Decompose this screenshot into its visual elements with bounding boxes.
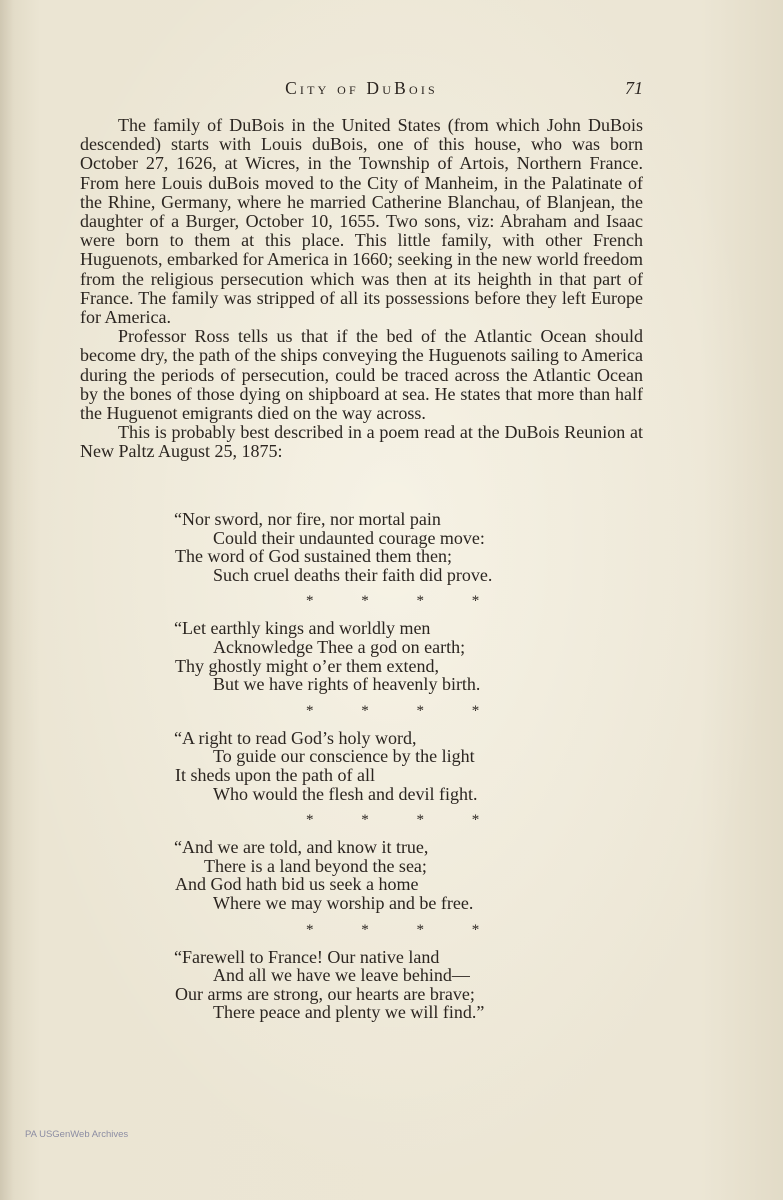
- poem-line: Our arms are strong, our hearts are brave;: [175, 983, 475, 1004]
- poem: [175, 510, 555, 1022]
- poem-line: There is a land beyond the sea;: [204, 855, 427, 876]
- poem-line: “Farewell to France! Our native land: [174, 946, 440, 967]
- poem-line: There peace and plenty we will find.”: [213, 1002, 485, 1023]
- page-number: 71: [625, 78, 643, 98]
- poem-stanza: [175, 619, 555, 693]
- paragraph-poem-intro: This is probably best described in a poem read at the DuBois Reunion at New Paltz August 25, 1875:: [80, 422, 643, 462]
- poem-line: Could their undaunted courage move:: [213, 527, 485, 548]
- running-title: City of DuBois: [285, 78, 438, 98]
- poem-line: To guide our conscience by the light: [213, 746, 475, 767]
- poem-line: Acknowledge Thee a god on earth;: [213, 636, 466, 657]
- poem-line: And all we have we leave behind—: [213, 965, 470, 986]
- poem-line: “And we are told, and know it true,: [174, 837, 429, 858]
- poem-line: “Nor sword, nor fire, nor mortal pain: [174, 509, 441, 529]
- stanza-separator: * * * *: [306, 812, 502, 829]
- poem-stanza: [175, 510, 555, 584]
- poem-stanza: [175, 838, 555, 912]
- poem-line: The word of God sustained them then;: [175, 546, 452, 567]
- poem-line: And God hath bid us seek a home: [175, 874, 419, 895]
- poem-stanza: [175, 729, 555, 803]
- poem-line: Thy ghostly might o’er them extend,: [175, 655, 439, 676]
- stanza-separator: * * * *: [306, 921, 502, 938]
- poem-line: “Let earthly kings and worldly men: [174, 618, 431, 639]
- poem-line: But we have rights of heavenly birth.: [213, 674, 481, 695]
- paragraph-family-history: The family of DuBois in the United States (from which John DuBois descended) starts with Louis duBois, one of this house, who was born October 27, 1626, at Wicres, in the Township of Artois, Northern France. From here Louis duBois moved to the City of Manheim, in the Palatinate of the Rhine, Germany, where he married Catherine Blanchau, of Blanjean, the daughter of a Burger, October 10, 1655. Two sons, viz: Abraham and Isaac were born to them at this place. This little family, with other French Huguenots, embarked for America in 1660; seeking in the new world freedom from the religious persecution which was then at its heighth in that part of France. The family was stripped of all its possessions before they left Europe for America.: [80, 115, 643, 328]
- page-header: [80, 78, 643, 102]
- stanza-separator: * * * *: [306, 593, 502, 610]
- poem-line: Such cruel deaths their faith did prove.: [213, 564, 493, 585]
- poem-line: It sheds upon the path of all: [175, 764, 375, 785]
- archive-watermark: PA USGenWeb Archives: [25, 1129, 129, 1140]
- paragraph-professor-ross: Professor Ross tells us that if the bed of the Atlantic Ocean should become dry, the path of the ships conveying the Huguenots sailing to America during the periods of persecution, could be traced across the Atlantic Ocean by the bones of those dying on shipboard at sea. He states that more than half the Huguenot emigrants died on the way across.: [80, 326, 643, 424]
- poem-stanza: [175, 948, 555, 1022]
- poem-line: Who would the flesh and devil fight.: [213, 783, 478, 804]
- poem-line: Where we may worship and be free.: [213, 892, 474, 913]
- body-text: [80, 116, 643, 462]
- stanza-separator: * * * *: [306, 702, 502, 719]
- poem-line: “A right to read God’s holy word,: [174, 727, 417, 748]
